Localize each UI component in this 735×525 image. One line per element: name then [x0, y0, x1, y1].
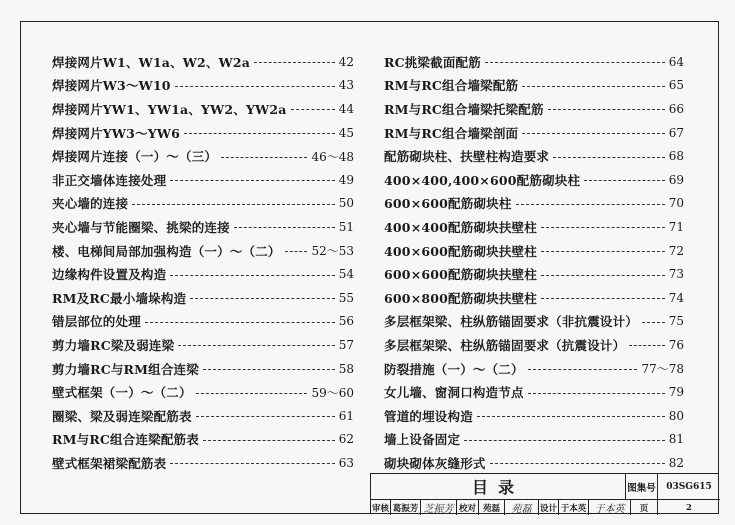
toc-entry-page: 54: [338, 267, 354, 282]
toc-entry-page: 43: [338, 78, 354, 93]
toc-entry-page: 71: [668, 219, 684, 234]
toc-entry[interactable]: [52, 50, 354, 74]
reviewer-signature: 芝振芳: [421, 500, 457, 515]
toc-entry-page: 77～78: [641, 362, 684, 377]
toc-leader-line: [196, 393, 308, 394]
toc-entry-page: 57: [338, 337, 354, 352]
toc-entry-page: 61: [338, 408, 354, 423]
toc-entry[interactable]: [384, 404, 684, 428]
toc-entry-page: 46～48: [311, 149, 354, 164]
toc-entry-title: RM及RC最小墙垛构造: [52, 290, 187, 306]
toc-entry-title: 墙上设备固定: [384, 432, 461, 448]
atlas-number: 03SG615: [658, 474, 720, 500]
toc-leader-line: [170, 463, 334, 464]
page-number: 2: [686, 502, 692, 513]
toc-leader-line: [516, 204, 665, 205]
toc-entry-page: 55: [338, 290, 354, 305]
toc-entry[interactable]: [384, 310, 684, 334]
toc-leader-line: [291, 109, 335, 110]
toc-entry-title: RM与RC组合墙梁配筋: [384, 78, 519, 94]
toc-entry[interactable]: [384, 357, 684, 381]
title-block: [370, 473, 719, 514]
toc-entry-page: 42: [338, 54, 354, 69]
toc-entry-title: 400×600配筋砌块扶壁柱: [384, 243, 537, 259]
toc-entry-title: 非正交墙体连接处理: [52, 172, 167, 188]
page-title: 目录: [371, 474, 626, 500]
toc-right-column: [384, 50, 684, 475]
toc-entry[interactable]: [384, 428, 684, 452]
toc-leader-line: [464, 440, 665, 441]
toc-entry-page: 59～60: [311, 385, 354, 400]
toc-entry-page: 66: [668, 101, 684, 116]
toc-entry-title: 焊接网片W1、W1a、W2、W2a: [52, 54, 251, 70]
toc-entry[interactable]: [52, 121, 354, 145]
toc-entry-page: 56: [338, 314, 354, 329]
toc-entry-page: 63: [338, 455, 354, 470]
toc-entry-title: 剪力墙RC与RM组合连梁: [52, 361, 199, 377]
toc-entry[interactable]: [384, 262, 684, 286]
toc-entry-page: 44: [338, 101, 354, 116]
toc-entry-title: 错层部位的处理: [52, 314, 141, 330]
design-label: 设计: [539, 500, 559, 515]
toc-entry-title: 400×400配筋砌块扶壁柱: [384, 219, 537, 235]
toc-entry-title: 600×600配筋砌块扶壁柱: [384, 267, 537, 283]
toc-entry-page: 73: [668, 267, 684, 282]
toc-entry[interactable]: [384, 97, 684, 121]
toc-leader-line: [170, 180, 334, 181]
toc-leader-line: [541, 251, 665, 252]
toc-entry[interactable]: [52, 333, 354, 357]
designer-name: 于本英: [559, 500, 589, 515]
toc-entry-page: 79: [668, 385, 684, 400]
toc-entry[interactable]: [384, 144, 684, 168]
toc-entry-title: 管道的埋设构造: [384, 408, 473, 424]
toc-leader-line: [145, 322, 335, 323]
toc-entry[interactable]: [384, 215, 684, 239]
toc-leader-line: [541, 275, 665, 276]
toc-entry-title: 女儿墙、窗洞口构造节点: [384, 385, 524, 401]
toc-entry-page: 76: [668, 337, 684, 352]
review-label: 审核: [371, 500, 391, 515]
toc-entry[interactable]: [52, 215, 354, 239]
atlas-number-label: 图集号: [626, 474, 658, 500]
toc-leader-line: [522, 133, 664, 134]
toc-entry-page: 82: [668, 455, 684, 470]
toc-entry[interactable]: [52, 404, 354, 428]
toc-entry-title: 多层框架梁、柱纵筋锚固要求（非抗震设计）: [384, 314, 639, 330]
toc-entry-title: 焊接网片连接（一）～（三）: [52, 149, 218, 165]
toc-entry[interactable]: [384, 74, 684, 98]
toc-entry[interactable]: [384, 192, 684, 216]
signature-row: [371, 500, 720, 515]
toc-leader-line: [548, 109, 665, 110]
toc-leader-line: [541, 227, 665, 228]
toc-entry-title: 400×400,400×600配筋砌块柱: [384, 172, 581, 188]
toc-entry-page: 64: [668, 54, 684, 69]
toc-entry-title: 夹心墙的连接: [52, 196, 129, 212]
check-label: 校对: [457, 500, 479, 515]
toc-entry-title: 焊接网片YW3～YW6: [52, 125, 181, 141]
toc-leader-line: [629, 345, 664, 346]
toc-entry-page: 49: [338, 172, 354, 187]
toc-leader-line: [490, 463, 665, 464]
toc-entry-title: 圈梁、梁及弱连梁配筋表: [52, 408, 192, 424]
toc-entry-title: 多层框架梁、柱纵筋锚固要求（抗震设计）: [384, 337, 626, 353]
toc-entry-page: 62: [338, 432, 354, 447]
toc-entry[interactable]: [52, 310, 354, 334]
toc-leader-line: [170, 275, 334, 276]
toc-entry-title: 600×800配筋砌块扶壁柱: [384, 290, 537, 306]
toc-entry[interactable]: [52, 428, 354, 452]
toc-left-column: [52, 50, 354, 475]
toc-entry-page: 50: [338, 196, 354, 211]
toc-leader-line: [190, 298, 334, 299]
checker-signature: 苑磊: [505, 500, 539, 515]
toc-entry-page: 58: [338, 361, 354, 376]
toc-entry-title: 夹心墙与节能圈梁、挑梁的连接: [52, 219, 230, 235]
checker-name: 苑磊: [479, 500, 505, 515]
toc-entry-title: 配筋砌块柱、扶壁柱构造要求: [384, 149, 550, 165]
toc-entry[interactable]: [384, 168, 684, 192]
toc-entry-title: RM与RC组合连梁配筋表: [52, 432, 199, 448]
toc-entry-page: 70: [668, 196, 684, 211]
toc-leader-line: [485, 62, 665, 63]
toc-entry-title: 焊接网片W3～W10: [52, 78, 171, 94]
toc-leader-line: [642, 322, 665, 323]
toc-entry-title: 600×600配筋砌块柱: [384, 196, 512, 212]
toc-leader-line: [221, 157, 307, 158]
toc-leader-line: [175, 86, 335, 87]
designer-signature: 于本英: [589, 500, 631, 515]
toc-leader-line: [178, 345, 334, 346]
toc-entry[interactable]: [384, 50, 684, 74]
toc-leader-line: [203, 440, 335, 441]
toc-entry[interactable]: [52, 74, 354, 98]
toc-leader-line: [184, 133, 335, 134]
toc-entry-title: 剪力墙RC梁及弱连梁: [52, 337, 175, 353]
toc-leader-line: [477, 416, 665, 417]
toc-entry-title: RM与RC组合墙梁托梁配筋: [384, 101, 544, 117]
toc-entry-page: 67: [668, 125, 684, 140]
toc-entry[interactable]: [384, 121, 684, 145]
toc-leader-line: [132, 204, 335, 205]
page-label: 页: [631, 500, 658, 515]
toc-leader-line: [528, 393, 665, 394]
toc-entry-title: 壁式框架（一）～（二）: [52, 385, 192, 401]
toc-entry-page: 74: [668, 290, 684, 305]
toc-entry-title: 焊接网片YW1、YW1a、YW2、YW2a: [52, 101, 287, 117]
toc-leader-line: [541, 298, 665, 299]
toc-entry-page: 52～53: [311, 244, 354, 259]
toc-entry-title: 边缘构件设置及构造: [52, 267, 167, 283]
toc-entry-page: 45: [338, 125, 354, 140]
toc-entry[interactable]: [52, 97, 354, 121]
toc-entry[interactable]: [52, 144, 354, 168]
toc-entry-title: 砌块砌体灰缝形式: [384, 455, 486, 471]
toc-entry[interactable]: [52, 451, 354, 475]
toc-entry-title: RM与RC组合墙梁剖面: [384, 125, 519, 141]
toc-entry[interactable]: [384, 333, 684, 357]
toc-leader-line: [254, 62, 335, 63]
toc-entry-page: 69: [668, 172, 684, 187]
toc-entry-page: 80: [668, 408, 684, 423]
toc-entry[interactable]: [52, 192, 354, 216]
toc-leader-line: [528, 369, 638, 370]
toc-entry-page: 68: [668, 149, 684, 164]
toc-entry[interactable]: [52, 357, 354, 381]
toc-entry[interactable]: [52, 380, 354, 404]
toc-entry[interactable]: [384, 380, 684, 404]
toc-entry-page: 72: [668, 243, 684, 258]
toc-entry-title: 楼、电梯间局部加强构造（一）～（二）: [52, 243, 281, 259]
toc-entry[interactable]: [384, 451, 684, 475]
toc-entry[interactable]: [52, 239, 354, 263]
toc-entry-title: 防裂措施（一）～（二）: [384, 361, 524, 377]
toc-leader-line: [234, 227, 335, 228]
toc-leader-line: [196, 416, 335, 417]
toc-entry[interactable]: [384, 239, 684, 263]
toc-leader-line: [285, 251, 308, 252]
toc-leader-line: [553, 157, 665, 158]
toc-leader-line: [522, 86, 664, 87]
toc-entry[interactable]: [52, 286, 354, 310]
toc-entry-title: RC挑梁截面配筋: [384, 54, 481, 70]
toc-entry-page: 75: [668, 314, 684, 329]
toc-entry-page: 51: [338, 219, 354, 234]
toc-entry-title: 壁式框架裙梁配筋表: [52, 455, 167, 471]
toc-leader-line: [584, 180, 665, 181]
toc-entry-page: 65: [668, 78, 684, 93]
toc-entry-page: 81: [668, 432, 684, 447]
toc-leader-line: [203, 369, 335, 370]
toc-entry[interactable]: [384, 286, 684, 310]
toc-entry[interactable]: [52, 262, 354, 286]
toc-entry[interactable]: [52, 168, 354, 192]
reviewer-name: 葛振芳: [391, 500, 421, 515]
